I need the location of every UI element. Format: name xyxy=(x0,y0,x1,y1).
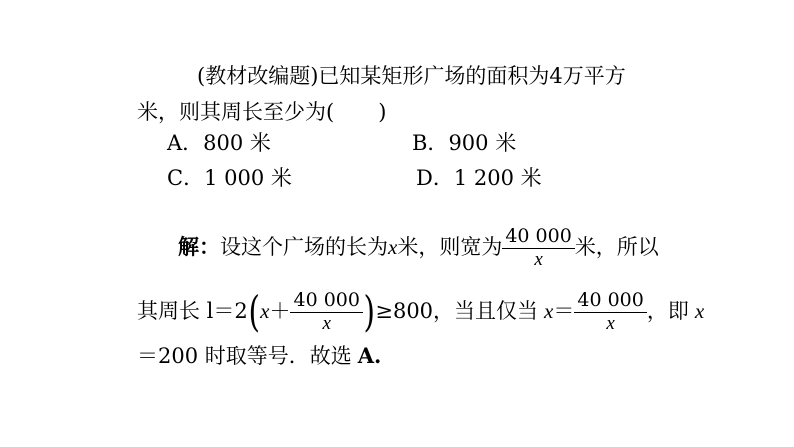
option-letter: A． xyxy=(167,131,204,155)
fraction-in-paren xyxy=(290,290,362,335)
option-letter: C． xyxy=(167,166,205,190)
solution-text-1a: 设这个广场的长为 xyxy=(220,234,388,259)
fraction-denominator: x xyxy=(534,248,543,270)
question-line-2 xyxy=(137,102,386,123)
option-text: 900 米 xyxy=(448,131,517,155)
option-text: 800 米 xyxy=(203,131,271,155)
option-b xyxy=(412,133,516,154)
option-letter: B． xyxy=(412,131,449,155)
question-line-1 xyxy=(197,66,626,87)
option-c xyxy=(167,168,292,189)
option-d xyxy=(416,168,542,189)
fraction-denominator: x xyxy=(606,312,615,334)
question-text-2-close: ) xyxy=(378,100,387,124)
solution-text-2a: 其周长 l＝2 xyxy=(137,298,248,323)
var-x: x xyxy=(388,234,398,259)
question-text-2: 米，则其周长至少为( xyxy=(137,100,335,124)
paren-close: ) xyxy=(363,287,375,337)
solution-text-1b: 米，则宽为 xyxy=(397,234,503,259)
fraction-numerator: 40 000 xyxy=(574,290,646,313)
solution-line-3 xyxy=(137,345,381,367)
question-tag: (教材改编题) xyxy=(197,64,319,88)
solution-line-2 xyxy=(137,287,705,337)
equals-sign: ＝ xyxy=(553,298,575,323)
question-text-1: 已知某矩形广场的面积为4万平方 xyxy=(318,64,626,88)
solution-text-2b: ≥800，当且仅当 xyxy=(375,298,539,323)
fraction-width xyxy=(502,226,574,271)
option-text: 1 200 米 xyxy=(453,166,542,190)
plus-sign: ＋ xyxy=(269,298,291,323)
var-x: x xyxy=(544,298,554,323)
option-letter: D． xyxy=(416,166,454,190)
solution-text-1c: 米，所以 xyxy=(574,234,659,259)
var-x: x xyxy=(694,298,705,323)
answer-choice: A. xyxy=(357,343,382,368)
fraction-denominator: x xyxy=(322,312,331,334)
fraction-numerator: 40 000 xyxy=(290,290,362,313)
paren-open: ( xyxy=(248,287,260,337)
solution-label: 解： xyxy=(178,233,220,259)
option-a xyxy=(167,133,271,154)
fraction-numerator: 40 000 xyxy=(502,226,574,249)
solution-text-3: ＝200 时取等号．故选 xyxy=(137,344,352,368)
option-text: 1 000 米 xyxy=(204,166,292,190)
solution-text-2c: ，即 xyxy=(646,298,689,323)
solution-line-1 xyxy=(178,226,659,271)
fraction-equality xyxy=(574,290,646,335)
var-x: x xyxy=(260,298,270,323)
